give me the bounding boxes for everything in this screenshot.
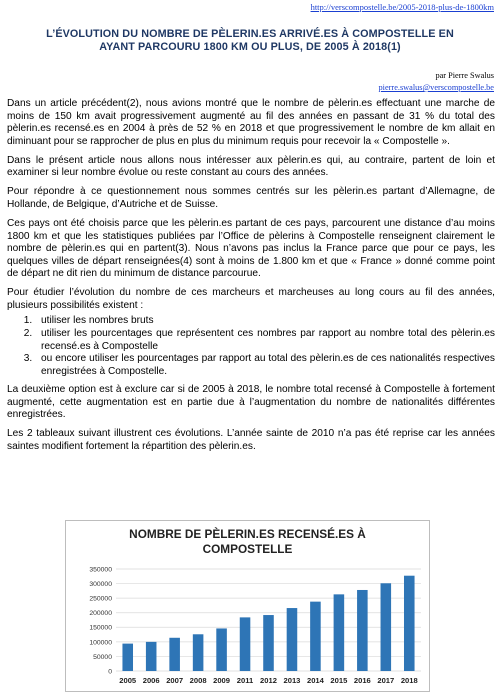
list-item: 2. utiliser les pourcentages que représentent ces nombres par rapport au nombre total des pèlerin.es recensé.es à Compostelle — [35, 328, 495, 353]
y-tick-label: 50000 — [93, 653, 112, 661]
paragraph-2: Dans le présent article nous allons nous intéresser aux pèlerin.es qui, au contraire, partent de loin et examiner si leur nombre évolue ou reste constant au cours des années. — [7, 154, 495, 179]
x-tick-label: 2014 — [306, 676, 324, 685]
x-tick-label: 2016 — [353, 676, 371, 685]
y-tick-label: 350000 — [89, 566, 112, 574]
bar — [287, 608, 298, 671]
options-list — [7, 315, 495, 378]
bar — [146, 642, 157, 671]
paragraph-5: Pour étudier l’évolution du nombre de ces marcheurs et marcheuses au long cours au fil des années, plusieurs possibilités existent : — [7, 287, 495, 311]
x-tick-label: 2012 — [260, 676, 277, 685]
chart-title: NOMBRE DE PÈLERIN.ES RECENSÉ.ES À COMPOSTELLE — [129, 527, 366, 556]
paragraph-6: La deuxième option est à exclure car si de 2005 à 2018, le nombre total recensé à Compostelle à fortement augmenté, cette augmentation est en partie due à l’augmentation du nombre de nationalités différentes enregistrées. — [7, 384, 495, 421]
list-item: 3. ou encore utiliser les pourcentages par rapport au total des pèlerin.es de ces nationalités respectives enregistrées à Compostelle. — [35, 353, 495, 378]
author-email-link[interactable]: pierre.swalus@verscompostelle.be — [378, 83, 494, 92]
y-tick-label: 150000 — [89, 624, 112, 632]
bar — [357, 590, 368, 671]
article-title-line-2: AYANT PARCOURU 1800 KM OU PLUS, DE 2005 À 2018(1) — [99, 41, 401, 53]
bar — [381, 583, 392, 671]
pilgrims-bar-chart — [65, 520, 430, 692]
x-tick-label: 2018 — [400, 676, 418, 685]
y-tick-label: 250000 — [89, 595, 112, 603]
y-tick-label: 0 — [108, 668, 112, 676]
bar — [169, 638, 180, 671]
x-tick-label: 2007 — [166, 676, 184, 685]
bar — [263, 615, 274, 671]
paragraph-3: Pour répondre à ce questionnement nous sommes centrés sur les pèlerin.es partant d’Allemagne, de Hollande, de Belgique, d’Autriche et de Suisse. — [7, 186, 495, 210]
x-tick-label: 2006 — [142, 676, 160, 685]
bar — [122, 644, 133, 671]
x-tick-label: 2008 — [189, 676, 207, 685]
article-body — [7, 98, 495, 460]
bar — [310, 602, 321, 671]
paragraph-4: Ces pays ont été choisis parce que les pèlerin.es partant de ces pays, parcourent une distance d’au moins 1800 km et que les statistiques publiées par l’Office de pèlerins à Compostelle renseignent clairement le nombre de pèlerin.es qui en partent(3). Nous n’avons pas inclus la France parce que pour ce pays, les quelques villes de départ renseignées(4) sont à moins de 1.800 km et que « France » donné comme point de départ ne dit rien du minimum de distance parcourue. — [7, 217, 495, 280]
y-tick-label: 200000 — [89, 610, 112, 618]
paragraph-1: Dans un article précédent(2), nous avions montré que le nombre de pèlerin.es effectuant une marche de moins de 150 km avait progressivement augmenté au fil des années en passant de 31 % du total des pèlerin.es recensé.es en 2004 à près de 52 % en 2018 et que progressivement le nombre de km allait en diminuant pour se rapprocher de plus en plus du minimum requis pour recevoir la « Compostelle ». — [7, 98, 495, 147]
x-tick-label: 2013 — [283, 676, 301, 685]
bar — [404, 576, 415, 671]
y-tick-label: 100000 — [89, 639, 112, 647]
article-title — [10, 28, 490, 54]
x-tick-label: 2017 — [377, 676, 395, 685]
y-tick-label: 300000 — [89, 580, 112, 588]
author-byline: par Pierre Swalus — [435, 71, 494, 80]
list-item: 1. utiliser les nombres bruts — [35, 315, 495, 328]
chart-plot — [66, 521, 429, 691]
x-tick-label: 2009 — [213, 676, 231, 685]
x-tick-label: 2011 — [236, 676, 254, 685]
bar — [216, 628, 227, 671]
bar — [334, 594, 345, 671]
article-title-line-1: L’ÉVOLUTION DU NOMBRE DE PÈLERIN.ES ARRIVÉ.ES À COMPOSTELLE EN — [46, 28, 454, 40]
paragraph-7: Les 2 tableaux suivant illustrent ces évolutions. L’année sainte de 2010 n’a pas été reprise car les années saintes modifient fortement la répartition des pèlerin.es. — [7, 428, 495, 452]
x-tick-label: 2005 — [119, 676, 137, 685]
x-tick-label: 2015 — [330, 676, 348, 685]
source-url-link[interactable]: http://verscompostelle.be/2005-2018-plus-de-1800km — [310, 2, 494, 12]
bar — [240, 617, 251, 671]
bar — [193, 634, 204, 671]
